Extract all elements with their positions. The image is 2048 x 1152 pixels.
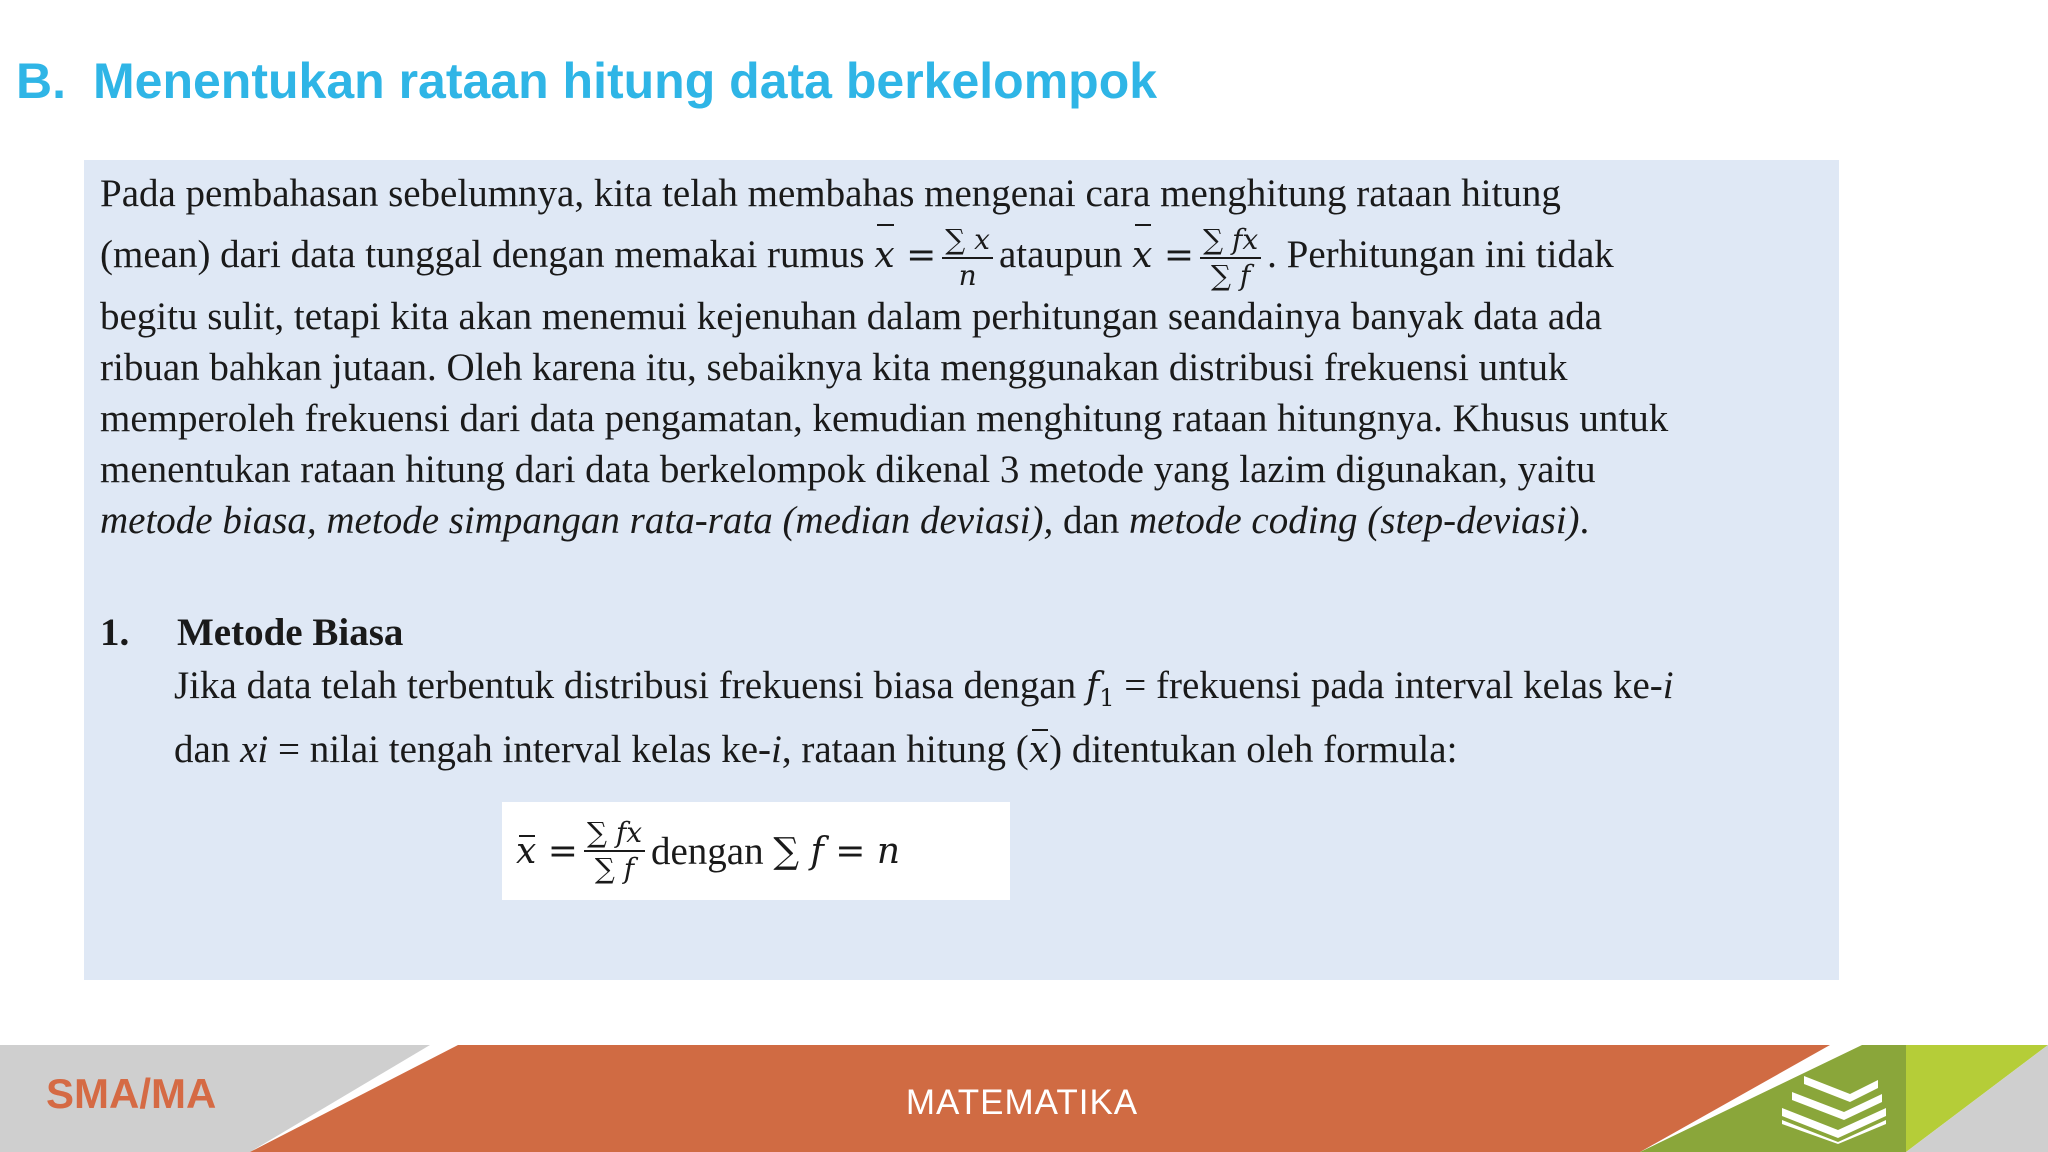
section-title: Menentukan rataan hitung data berkelompok [93, 53, 1158, 109]
para-line-2: (mean) dari data tunggal dengan memakai rumus x = $\frac{\sum x}{n}$ ataupun x = $\frac{\sum fx}{\sum f}$ . Perhitungan ini tidak [100, 219, 1840, 291]
method-description [174, 660, 1834, 776]
fraction-sum-fx-over-sum-f: $\frac{\sum fx}{\sum f}$ [1200, 223, 1261, 293]
formula-mean-single: x = [874, 235, 936, 276]
method-heading [100, 610, 403, 655]
books-icon [1778, 1068, 1890, 1144]
method-number: 1. [100, 611, 130, 654]
formula-box-dengan: dengan [650, 829, 764, 873]
para-line-6: menentukan rataan hitung dari data berkelompok dikenal 3 metode yang lazim digunakan, yaitu [100, 448, 1596, 491]
brand-label: SMA/MA [46, 1070, 217, 1117]
formula-box: x = $\frac{\sum fx}{\sum f}$ dengan ∑ f = n [502, 802, 1010, 900]
para-line-1: Pada pembahasan sebelumnya, kita telah membahas mengenai cara menghitung rataan hitung [100, 172, 1561, 215]
para-line-4: ribuan bahkan jutaan. Oleh karena itu, sebaiknya kita menggunakan distribusi frekuensi untuk [100, 346, 1568, 389]
para-line-5: memperoleh frekuensi dari data pengamatan, kemudian menghitung rataan hitungnya. Khusus untuk [100, 397, 1669, 440]
method-line-2: dan xi = nilai tengah interval kelas ke-i, rataan hitung (x) ditentukan oleh formula: [174, 724, 1834, 776]
method-title: Metode Biasa [177, 611, 404, 654]
intro-paragraph [100, 168, 1840, 546]
fraction-sum-x-over-n: $\frac{\sum x}{n}$ [942, 223, 993, 293]
section-letter: B. [16, 53, 66, 109]
subject-label: MATEMATIKA [905, 1083, 1139, 1122]
section-heading [16, 52, 1157, 110]
formula-box-rhs: ∑ f = n [773, 830, 901, 872]
formula-box-fraction: $\frac{\sum fx}{\sum f}$ [584, 816, 645, 886]
para-line-3: begitu sulit, tetapi kita akan menemui kejenuhan dalam perhitungan seandainya banyak data ada [100, 295, 1603, 338]
method-line-1: Jika data telah terbentuk distribusi frekuensi biasa dengan $f_1$ = frekuensi pada interval kelas ke-i [174, 664, 1674, 712]
para-line-7: metode biasa, metode simpangan rata-rata (median deviasi), dan metode coding (step-deviasi). [100, 499, 1590, 542]
formula-mean-weighted: x = [1132, 235, 1194, 276]
